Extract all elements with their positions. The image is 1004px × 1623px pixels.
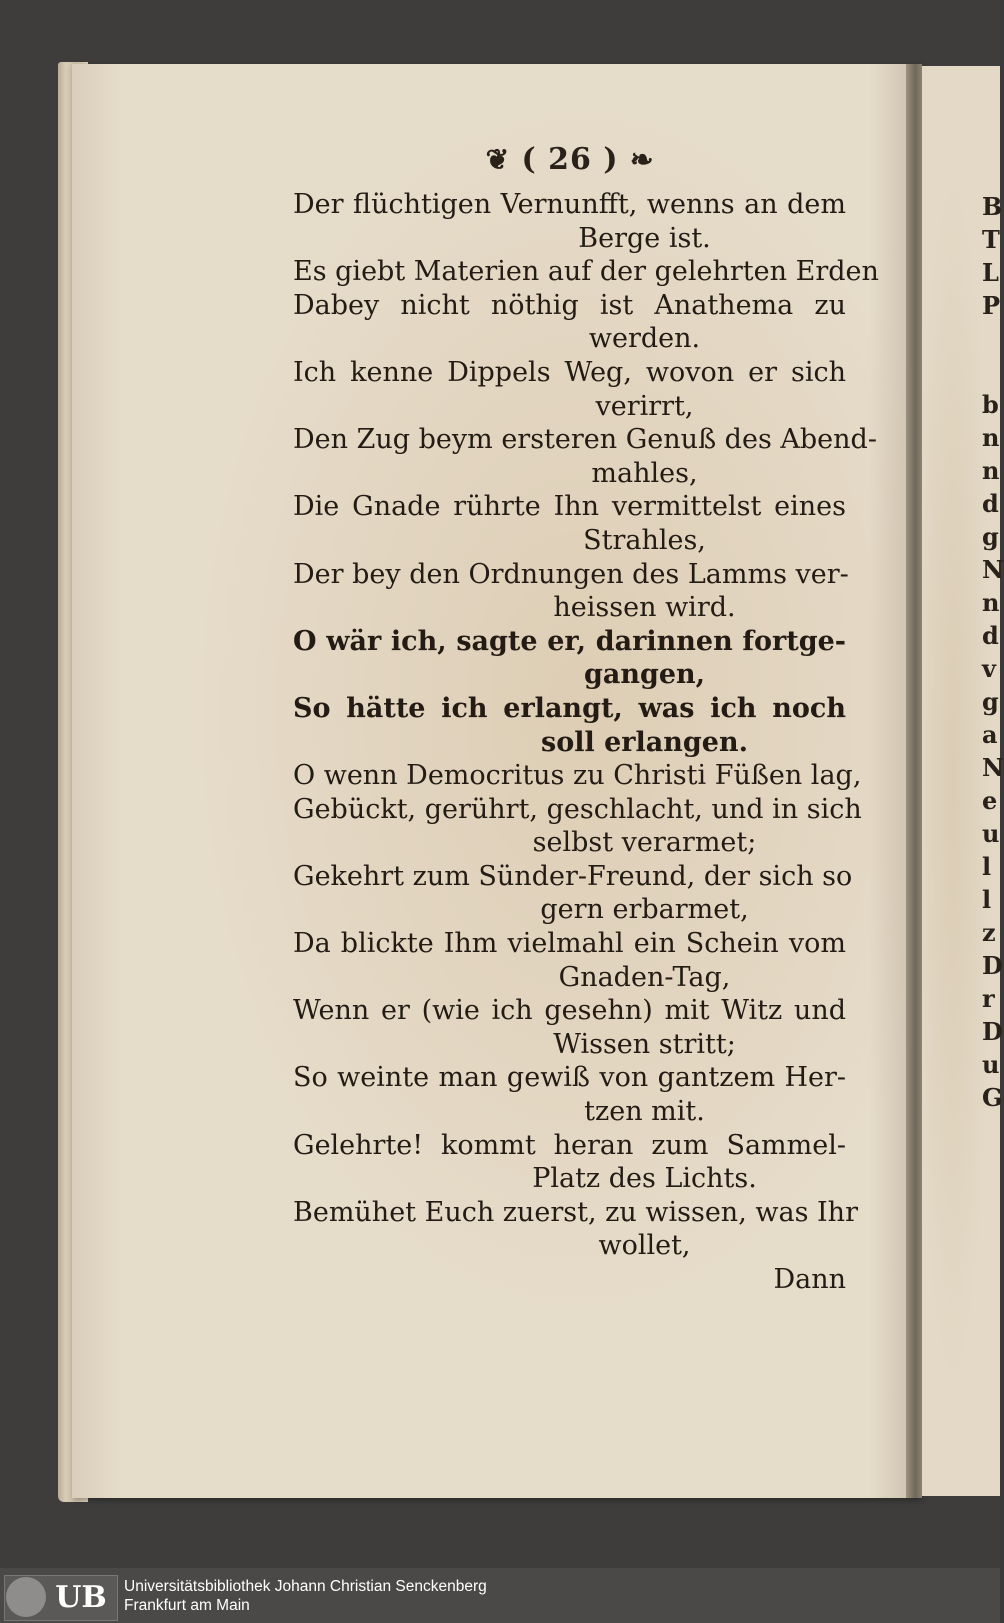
poem-line: verirrt, (595, 390, 694, 422)
facing-page-fragment: l (982, 885, 992, 914)
library-logo-text: UB (55, 1580, 107, 1615)
facing-page-fragment: u (982, 819, 1000, 848)
poem-line: Dabey nicht nöthig ist Anathema zu (293, 289, 846, 321)
facing-page-fragment: b (982, 390, 999, 419)
poem-line: Die Gnade rührte Ihn vermittelst eines (293, 491, 846, 523)
poem-line: Platz des Lichts. (532, 1163, 757, 1195)
facing-page-fragment (982, 322, 1002, 355)
poem-line: So hätte ich erlangt, was ich noch (293, 692, 846, 724)
facing-page-fragment: z (982, 918, 996, 947)
library-city: Frankfurt am Main (124, 1597, 250, 1614)
poem-text-block (293, 188, 879, 1297)
facing-page-fragment: d (982, 621, 999, 650)
facing-page-fragment: P (982, 291, 1001, 320)
facing-page-fragment: D (982, 951, 1003, 980)
poem-line: Gekehrt zum Sünder-Freund, der sich so (293, 860, 853, 892)
facing-page-fragment: l (982, 852, 992, 881)
poem-line: mahles, (591, 457, 698, 489)
facing-page-fragment: d (982, 489, 999, 518)
poem-line: heissen wird. (553, 592, 736, 624)
facing-page-fragment: e (982, 786, 998, 815)
poem-line: O wär ich, sagte er, darinnen fortge- (293, 625, 846, 657)
poem-line: Gebückt, gerührt, geschlacht, und in sich (293, 793, 862, 825)
poem-line: Wenn er (wie ich gesehn) mit Witz und (293, 995, 846, 1027)
poem-line: Berge ist. (578, 222, 711, 254)
facing-page-fragment: T (982, 225, 1000, 254)
poem-line: Gnaden-Tag, (558, 961, 731, 993)
library-name: Universitätsbibliothek Johann Christian Senckenberg (124, 1578, 487, 1595)
poem-line: Den Zug beym ersteren Genuß des Abend- (293, 424, 877, 456)
facing-page-fragment: g (982, 687, 999, 716)
poem-line: Gelehrte! kommt heran zum Sammel- (293, 1129, 846, 1161)
poem-line: Ich kenne Dippels Weg, wovon er sich (293, 356, 846, 388)
poem-line: Der flüchtigen Vernunfft, wenns an dem (293, 189, 846, 220)
facing-page-fragment: v (982, 654, 996, 683)
running-head (455, 142, 685, 186)
poem-line: wollet, (598, 1230, 691, 1262)
catchword: Dann (773, 1264, 846, 1295)
poem-line: selbst verarmet; (532, 827, 757, 859)
poem-line: Der bey den Ordnungen des Lamms ver- (293, 558, 849, 590)
poem-line: werden. (588, 323, 701, 355)
poem-line: gern erbarmet, (540, 894, 749, 926)
library-seal-icon (6, 1577, 46, 1617)
facing-page-fragment: G (982, 1083, 1003, 1112)
poem-line: Es giebt Materien auf der gelehrten Erden (293, 256, 879, 288)
facing-page-fragment: N (982, 753, 1004, 782)
poem-line: Da blickte Ihm vielmahl ein Schein vom (293, 928, 846, 960)
poem-line: soll erlangen. (541, 726, 748, 758)
facing-page-fragment: n (982, 456, 1000, 485)
facing-page-fragment: n (982, 588, 1000, 617)
facing-page-fragment: B (982, 192, 1003, 221)
facing-page-fragment: D (982, 1017, 1003, 1046)
poem-line: Strahles, (583, 524, 706, 556)
poem-line: Bemühet Euch zuerst, zu wissen, was Ihr (293, 1196, 858, 1228)
poem-line: O wenn Democritus zu Christi Füßen lag, (293, 760, 862, 792)
poem-line: gangen, (583, 659, 706, 691)
facing-page-fragment: r (982, 984, 995, 1013)
facing-page-fragment: a (982, 720, 998, 749)
facing-page-fragment: u (982, 1050, 1000, 1079)
book-gutter (906, 64, 922, 1498)
ornament-right-icon: ❧ (629, 143, 655, 176)
poem-line: tzen mit. (584, 1096, 705, 1128)
facing-page-fragment: N (982, 555, 1004, 584)
poem-line: Wissen stritt; (553, 1028, 736, 1060)
poem-line: So weinte man gewiß von gantzem Her- (293, 1062, 846, 1094)
facing-page-fragment: n (982, 423, 1000, 452)
ornament-left-icon: ❦ (485, 143, 511, 176)
facing-page-fragment (982, 355, 1002, 388)
facing-page-text-fragments (982, 190, 1002, 1114)
facing-page-fragment: L (982, 258, 999, 287)
facing-page-fragment: g (982, 522, 999, 551)
page-number: ( 26 ) (521, 142, 619, 177)
